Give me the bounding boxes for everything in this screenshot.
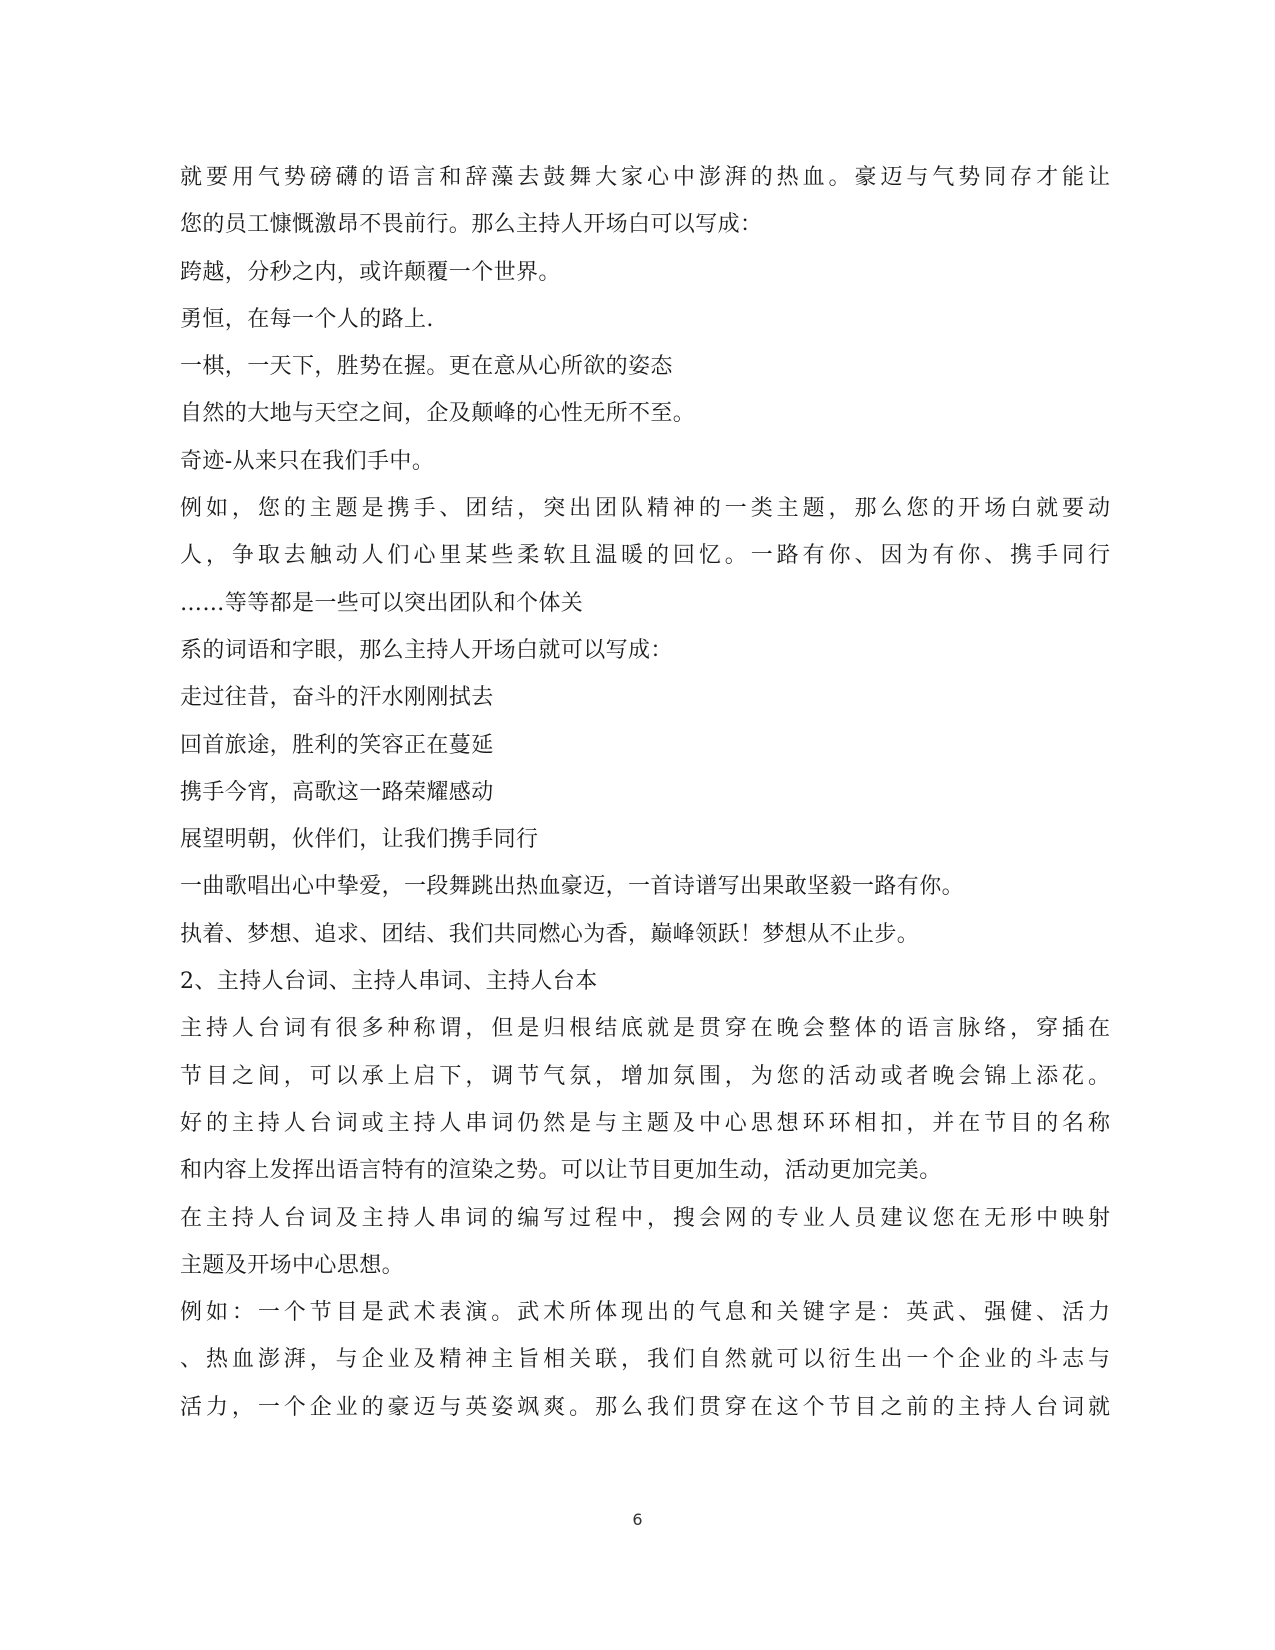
body-text bbox=[180, 154, 1110, 1431]
text-line: 跨越，分秒之内，或许颠覆一个世界。 bbox=[180, 259, 561, 285]
text-line: 在主持人台词及主持人串词的编写过程中，搜会网的专业人员建议您在无形中映射 bbox=[180, 1205, 1110, 1231]
text-line: 一曲歌唱出心中挚爱，一段舞跳出热血豪迈，一首诗谱写出果敢坚毅一路有你。 bbox=[180, 874, 965, 900]
text-line: 奇迹-从来只在我们手中。 bbox=[180, 448, 435, 474]
text-line: 就要用气势磅礴的语言和辞藻去鼓舞大家心中澎湃的热血。豪迈与气势同存才能让 bbox=[180, 165, 1110, 190]
text-line: 好的主持人台词或主持人串词仍然是与主题及中心思想环环相扣，并在节目的名称 bbox=[180, 1110, 1110, 1136]
text-line: 一棋，一天下，胜势在握。更在意从心所欲的姿态 bbox=[180, 354, 673, 380]
text-line: 活力，一个企业的豪迈与英姿飒爽。那么我们贯穿在这个节目之前的主持人台词就 bbox=[180, 1394, 1110, 1420]
text-line: 勇恒，在每一个人的路上. bbox=[180, 306, 434, 332]
page-number: 6 bbox=[632, 1510, 643, 1529]
text-line: ……等等都是一些可以突出团队和个体关 bbox=[180, 590, 584, 616]
text-line: 展望明朝，伙伴们，让我们携手同行 bbox=[180, 827, 539, 853]
text-line: 自然的大地与天空之间，企及颠峰的心性无所不至。 bbox=[180, 401, 696, 427]
text-line: 人，争取去触动人们心里某些柔软且温暖的回忆。一路有你、因为有你、携手同行 bbox=[180, 543, 1110, 569]
text-line: 您的员工慷慨激昂不畏前行。那么主持人开场白可以写成： bbox=[180, 212, 763, 238]
text-line: 和内容上发挥出语言特有的渲染之势。可以让节目更加生动，活动更加完美。 bbox=[180, 1158, 942, 1184]
text-line: 例如：一个节目是武术表演。武术所体现出的气息和关键字是：英武、强健、活力 bbox=[180, 1300, 1110, 1326]
text-line: 系的词语和字眼，那么主持人开场白就可以写成： bbox=[180, 637, 673, 663]
text-line: 例如，您的主题是携手、团结，突出团队精神的一类主题，那么您的开场白就要动 bbox=[180, 496, 1110, 522]
text-line: 主持人台词有很多种称谓，但是归根结底就是贯穿在晚会整体的语言脉络，穿插在 bbox=[180, 1016, 1110, 1042]
text-line: 节目之间，可以承上启下，调节气氛，增加氛围，为您的活动或者晚会锦上添花。 bbox=[180, 1063, 1110, 1089]
section-heading: 2、主持人台词、主持人串词、主持人台本 bbox=[180, 969, 598, 995]
text-line: 回首旅途，胜利的笑容正在蔓延 bbox=[180, 732, 494, 758]
text-line: 执着、梦想、追求、团结、我们共同燃心为香，巅峰领跃！梦想从不止步。 bbox=[180, 921, 920, 947]
text-line: 走过往昔，奋斗的汗水刚刚拭去 bbox=[180, 685, 494, 711]
text-line: 携手今宵，高歌这一路荣耀感动 bbox=[180, 779, 494, 805]
text-line: 主题及开场中心思想。 bbox=[180, 1252, 405, 1278]
text-line: 、热血澎湃，与企业及精神主旨相关联，我们自然就可以衍生出一个企业的斗志与 bbox=[180, 1347, 1110, 1373]
